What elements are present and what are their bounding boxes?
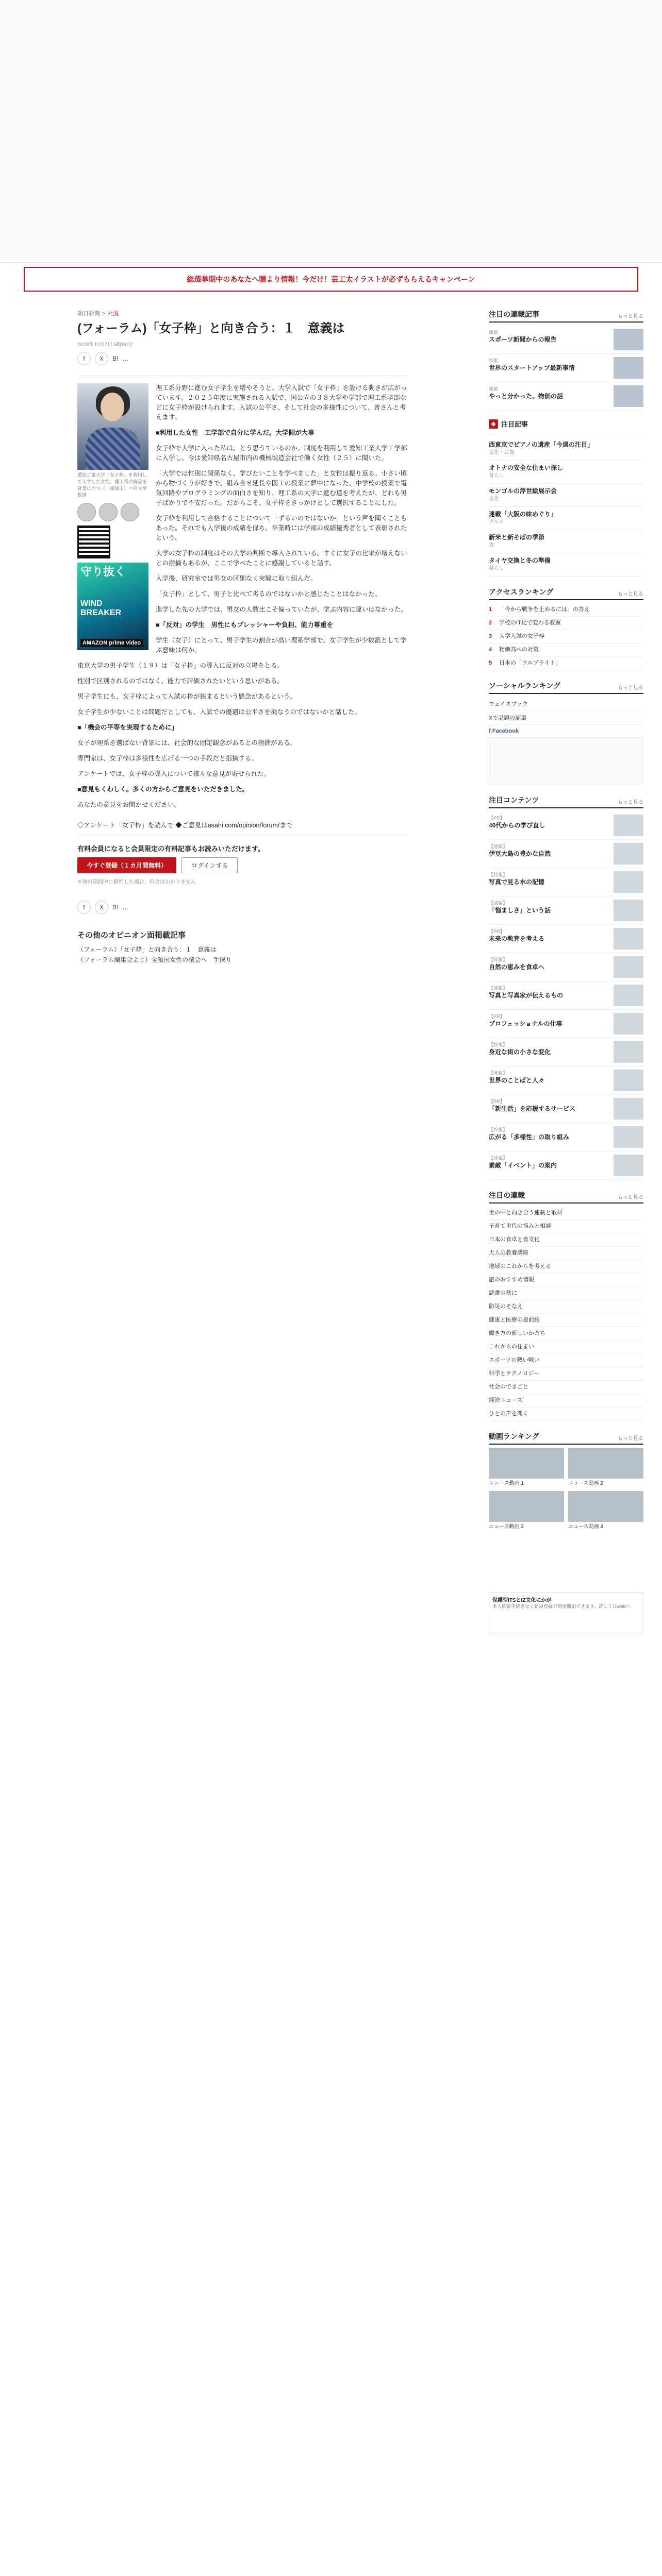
content-title: 広がる「多様性」の取り組み [489,1133,570,1141]
article-paragraph: 女子学生が少ないことは問題だとしても、入試での優遇は公平さを損なうのではないかと話した。 [77,708,361,716]
featured-item[interactable] [489,326,643,354]
content-title: 「悩ましさ」という話 [489,907,551,914]
list-item-title: オトナの安全な住まい探し [489,464,564,471]
video-title: ニュース動画 3 [489,1524,524,1530]
content-tag: 【連載】 [489,1071,508,1076]
other-article-link[interactable]: （フォーラム編集会より）全領国女性の議会へ 手探り [77,956,232,963]
article-paragraph: 「大学では性別に関係なく、学びたいことを学べました」と女性は振り返る。小さい頃から物づくりが好きで、組み合せ延長や図工の授業に夢中になった。中学校の授業で電気回路やプログラミングの面白さを知り、理工系の大学に進む道を考えたが、どれも男子ばかりで不安だった。だからこそ、女子枠をきっかけとして選択することにした。 [156,470,407,506]
article-paragraph: 理工系分野に進む女子学生を増やそうと、大学入試で「女子枠」を設ける動きが広がっています。２０２５年度に実施される入試で、国公立の３８大学や学部で理工系学部などに女子枠が設けられます。入試の公平さ、そして社会の多様性について、皆さんと考えます。 [156,384,407,421]
content-tag: 【特集】 [489,1042,508,1047]
series-link[interactable]: 防災のそなえ [489,1300,643,1314]
video-card[interactable] [489,1448,564,1487]
content-thumbnail [614,1098,643,1120]
ad-title: WIND BREAKER [80,599,122,617]
video-thumbnail [489,1448,564,1479]
content-item[interactable] [489,953,643,981]
content-tag: 【PR】 [489,1014,505,1019]
content-tag: 【連載】 [489,1156,508,1161]
article-photo[interactable] [77,383,148,470]
article-paragraph: 学生（女子）にとって、男子学生の割合が高い理系学部で、女子学生が少数派として学ぶ意味は何か。 [156,637,407,654]
breadcrumb: 朝日新聞 > 社説 [77,311,119,317]
list-item-title: モンゴルの浮世絵展示会 [489,487,557,495]
article-title: (フォーラム)「女子枠」と向き合う：１ 意義は [77,321,345,335]
series-link[interactable]: 地域のこれからを考える [489,1260,643,1274]
bottom-share-toolbar [77,901,407,914]
register-icon: ◆ [489,419,498,429]
content-thumbnail [614,1155,643,1176]
article-paragraph: 性別で区別されるのではなく、能力で評価されたいという思いがある。 [77,677,284,685]
more-link[interactable]: もっと見る [618,591,643,597]
ranking-number: 3 [489,633,492,639]
author-avatars [77,503,148,521]
content-title: 素敵「イベント」の案内 [489,1162,557,1169]
more-link[interactable]: もっと見る [618,800,643,805]
content-item[interactable] [489,868,643,896]
article-paragraph: ■「機会の平等を実現するために」 [77,724,178,731]
forum-note: ◇アンケート「女子枠」を読んで ◆ご意見はasahi.com/opinion/forum/まで [77,822,293,829]
ad-logo: AMAZON prime video [80,639,143,647]
hatena-bookmark-icon[interactable]: B! [112,904,119,911]
series-link[interactable]: 大人の教養講座 [489,1247,643,1260]
featured-thumbnail [614,329,643,350]
content-thumbnail [614,985,643,1006]
content-thumbnail [614,956,643,978]
ranking-number: 4 [489,647,492,653]
series-link[interactable]: 読書の秋に [489,1287,643,1300]
other-articles [77,929,407,965]
avatar [99,503,118,521]
social-tab[interactable]: フェイスブック [489,697,643,711]
content-item[interactable] [489,1123,643,1151]
content-thumbnail [614,843,643,865]
article-paragraph: あなたの意見をお聞かせください。 [77,801,181,808]
content-thumbnail [614,928,643,950]
series-link[interactable]: 世の中と向き合う連載と取材 [489,1207,643,1220]
ranking-item[interactable] [489,657,643,670]
video-card[interactable] [568,1491,643,1530]
featured-item[interactable] [489,354,643,382]
video-thumbnail [489,1491,564,1522]
ranking-number: 5 [489,660,492,666]
header-spacer [0,0,662,263]
social-tab[interactable]: Xで話題の記事 [489,711,643,725]
content-tag: 【特集】 [489,1127,508,1132]
content-item[interactable] [489,840,643,868]
more-share-icon[interactable]: … [122,355,129,362]
content-item[interactable] [489,981,643,1010]
list-item-title: タイヤ交換と冬の準備 [489,557,551,564]
content-tag: 【PR】 [489,816,505,821]
series-heading: 注目の連載 [489,1191,525,1199]
sidebar-ad-title: 保護型ITSとIZ文化にかが [492,1598,552,1603]
publish-date: 2023年11月7日 5時00分 [77,342,133,348]
ranking-item[interactable] [489,603,643,617]
share-toolbar [77,352,407,365]
article-paragraph: 専門家は、女子枠は多様性を広げる一つの手段だと指摘する。 [77,755,258,762]
content-title: 未来の教育を考える [489,935,545,942]
more-link[interactable]: もっと見る [618,1195,643,1200]
article-paragraph: 女子枠を利用して合格することについて「ずるいのではないか」という声を聞くこともあった。それでも入学後の成績を保ち、卒業時には学部の成績優秀者として表彰されたという。 [156,515,407,541]
featured-label: 連載 [489,330,499,335]
list-item-section: 暮らし [489,473,504,479]
content-thumbnail [614,815,643,836]
register-label: 注目記事 [501,420,528,428]
series-link[interactable]: ひとの声を聞く [489,1408,643,1421]
series-link[interactable]: 働き方の新しいかたち [489,1327,643,1341]
content-item[interactable] [489,1010,643,1038]
series-link[interactable]: 経済ニュース [489,1394,643,1408]
x-share-icon[interactable]: X [95,901,108,914]
video-thumbnail [568,1448,643,1479]
content-thumbnail [614,1070,643,1091]
featured-title: やっと分かった、物価の話 [489,393,564,400]
breadcrumb-home[interactable]: 朝日新聞 [77,311,100,317]
sidebar-ad-body: 本人確認手続きなく新規登録で利用開始できます。詳しくはwebへ [492,1604,631,1609]
ranking-title: 「今から戦争を止めるには」の答え [499,606,590,613]
list-item-section: 文化・芸能 [489,450,515,455]
content-tag: 【PR】 [489,1099,505,1104]
campaign-text: 総選挙期中のあなたへ贈より情報！今だけ！芸工太イラストが必ずもらえるキャンペーン [187,275,475,283]
campaign-banner[interactable] [24,267,638,292]
ranking-title: 物価高への対策 [499,647,539,653]
avatar [77,503,96,521]
list-item-title: 西東京でピアノの遺産「今週の注目」 [489,441,594,448]
qr-code [77,526,110,558]
content-title: 写真で見る水の記憶 [489,878,545,886]
ranking-item[interactable] [489,617,643,630]
content-thumbnail [614,1041,643,1063]
article-column [77,309,407,965]
photo-caption: 愛知工業大学「女子枠」を利用して入学した女性。理工系の施設を背景に立つ（一部加工）＝同大学提供 [77,472,147,498]
series-link[interactable]: 子育て世代の悩みと相談 [489,1220,643,1233]
side-advertisement[interactable] [77,563,148,650]
featured-thumbnail [614,357,643,379]
article-paragraph: 女子枠で大学に入った私は、とう思うているのか。制度を利用して愛知工業大学工学部に入学し、今は愛知県名古屋市内の機械製造会社で働く女性（２５）に聞いた。 [156,445,407,462]
login-button[interactable]: ログインする [181,857,238,873]
list-item[interactable] [489,507,643,530]
list-item-section: 文化 [489,496,499,502]
article-paragraph: 女子が理系を選ばない背景には、社会的な固定観念があるとの指摘がある。 [77,739,297,747]
series-link[interactable]: これからの住まい [489,1341,643,1354]
article-paragraph: ■意見もくわしく。多くの方からご意見をいただきました。 [77,786,249,793]
list-item-title: 新米と新そばの季節 [489,534,545,541]
content-item[interactable] [489,925,643,953]
featured-label: 特集 [489,358,499,363]
content-title: 身近な街の小さな変化 [489,1048,551,1056]
ranking-title: 学校のIT化で変わる教室 [499,620,561,626]
video-ranking-heading: 動画ランキング [489,1432,539,1440]
video-title: ニュース動画 1 [489,1481,524,1486]
video-title: ニュース動画 4 [568,1524,603,1530]
article-paragraph: 「女子枠」として、男子と比べて劣るのではないかと感じたことはなかった。 [156,590,382,598]
content-title: 世界のことばと人々 [489,1077,545,1084]
hatena-bookmark-icon[interactable]: B! [112,355,119,362]
featured-title: 世界のスタートアップ最新事情 [489,364,575,371]
list-item[interactable] [489,530,643,553]
content-tag: 【連載】 [489,986,508,991]
more-link[interactable]: もっと見る [618,314,643,319]
featured-label: 連載 [489,386,499,392]
facebook-widget[interactable] [489,737,643,785]
featured-title: スポーツ新聞からの報告 [489,336,557,343]
article-paragraph: ■利用した女性 工学部で自分に学んだ。大学側が大事 [156,429,315,436]
paywall-text: 有料会員になると会員限定の有料記事もお読みいただけます。 [77,845,264,853]
list-item-section: 暮らし [489,566,504,571]
list-item[interactable] [489,437,643,461]
signup-button[interactable]: 今すぐ登録（１カ月間無料） [77,857,176,873]
ranking-item[interactable] [489,630,643,643]
video-thumbnail [568,1491,643,1522]
video-title: ニュース動画 2 [568,1481,603,1486]
content-title: 「新生活」を応援するサービス [489,1105,576,1112]
content-tag: 【特集】 [489,872,508,877]
content-title: 40代からの学び直し [489,822,545,829]
article-paragraph: 大学の女子枠の制度はその大学の判断で導入されている。すぐに女子の比率が増えないとの指摘もあるが、ここで学べたことに感謝していると話す。 [156,550,407,567]
facebook-share-icon[interactable]: f [77,901,91,914]
content-item[interactable] [489,1095,643,1123]
ad-subtitle: 守り抜く [80,565,126,578]
list-item-section: グルメ [489,519,504,525]
list-item[interactable] [489,553,643,577]
content-tag: 【連載】 [489,901,508,906]
article-paragraph: 進学した先の大学では、男女の人数比こそ偏っていたが、学ぶ内容に違いはなかった。 [156,606,407,613]
other-article-link[interactable]: （フォーラム）「女子枠」と向き合う：１ 意義は [77,946,217,953]
content-item[interactable] [489,1066,643,1095]
sidebar-ad[interactable] [489,1592,643,1633]
video-card[interactable] [489,1491,564,1530]
register-link[interactable] [489,414,643,434]
series-link[interactable]: 科学とテクノロジー [489,1367,643,1381]
list-item[interactable] [489,484,643,507]
article-paragraph: 男子学生にも、女子枠によって入試の枠が狭まるという懸念があるという。 [77,693,297,700]
series-link[interactable]: 旅のおすすめ情報 [489,1274,643,1287]
paywall [77,836,407,892]
list-item-title: 連載「大阪の味めぐり」 [489,511,557,518]
content-thumbnail [614,1013,643,1035]
list-item[interactable] [489,461,643,484]
x-share-icon[interactable]: X [95,352,108,365]
content-thumbnail [614,871,643,893]
content-thumbnail [614,1126,643,1148]
series-link[interactable]: 健康と医療の最前線 [489,1314,643,1327]
article-paragraph: 東京大学の男子学生（１９）は「女子枠」の導入に反対の立場をとる。 [77,662,284,669]
more-link[interactable]: もっと見る [618,685,643,691]
article-paragraph: アンケートでは、女子枠の導入について様々な意見が寄せられた。 [77,770,271,777]
ranking-title: 大学入試の女子枠 [499,633,544,639]
featured-thumbnail [614,385,643,407]
paywall-note: ※無料期間中に解約した場合、料金はかかりません [77,879,196,885]
series-link[interactable]: スポーツの熱い戦い [489,1354,643,1367]
more-link[interactable]: もっと見る [618,1436,643,1442]
breadcrumb-current[interactable]: 社説 [107,311,119,317]
avatar [121,503,139,521]
content-title: 写真と写真家が伝えるもの [489,992,564,999]
ranking-number: 1 [489,606,492,613]
content-heading: 注目コンテンツ [489,796,539,804]
series-link[interactable]: 日本の食卓と食文化 [489,1233,643,1247]
content-item[interactable] [489,896,643,925]
ranking-item[interactable] [489,643,643,657]
featured-item[interactable] [489,382,643,411]
content-tag: 【連載】 [489,844,508,849]
content-tag: 【PR】 [489,929,505,934]
ranking-title: 日本の「フルブライト」 [499,660,561,666]
content-thumbnail [614,900,643,921]
featured-heading: 注目の連載記事 [489,310,539,318]
other-articles-title: その他のオピニオン面掲載記事 [77,931,186,940]
social-ranking-heading: ソーシャルランキング [489,682,561,690]
content-title: 自然の恵みを食卓へ [489,963,545,971]
ranking-number: 2 [489,620,492,626]
video-card[interactable] [568,1448,643,1487]
series-link[interactable]: 社会のできごと [489,1381,643,1394]
ranking-heading: アクセスランキング [489,588,554,596]
content-title: プロフェッショナルの仕事 [489,1020,562,1027]
article-paragraph: ■「反対」の学生 男性にもプレッシャーや負担、能力尊重を [156,621,334,629]
article-paragraph: 入学後、研究室では男女の区別なく実験に取り組んだ。 [156,575,317,582]
content-tag: 【特集】 [489,957,508,962]
content-title: 伊豆大島の豊かな自然 [489,850,551,857]
content-item[interactable] [489,1151,643,1180]
facebook-widget-label[interactable]: f Facebook [489,728,519,734]
more-share-icon[interactable]: … [122,904,129,911]
list-item-section: 食 [489,543,494,548]
content-item[interactable] [489,1038,643,1066]
content-item[interactable] [489,811,643,840]
facebook-share-icon[interactable]: f [77,352,91,365]
sidebar [489,309,643,1633]
media-column [77,383,148,650]
